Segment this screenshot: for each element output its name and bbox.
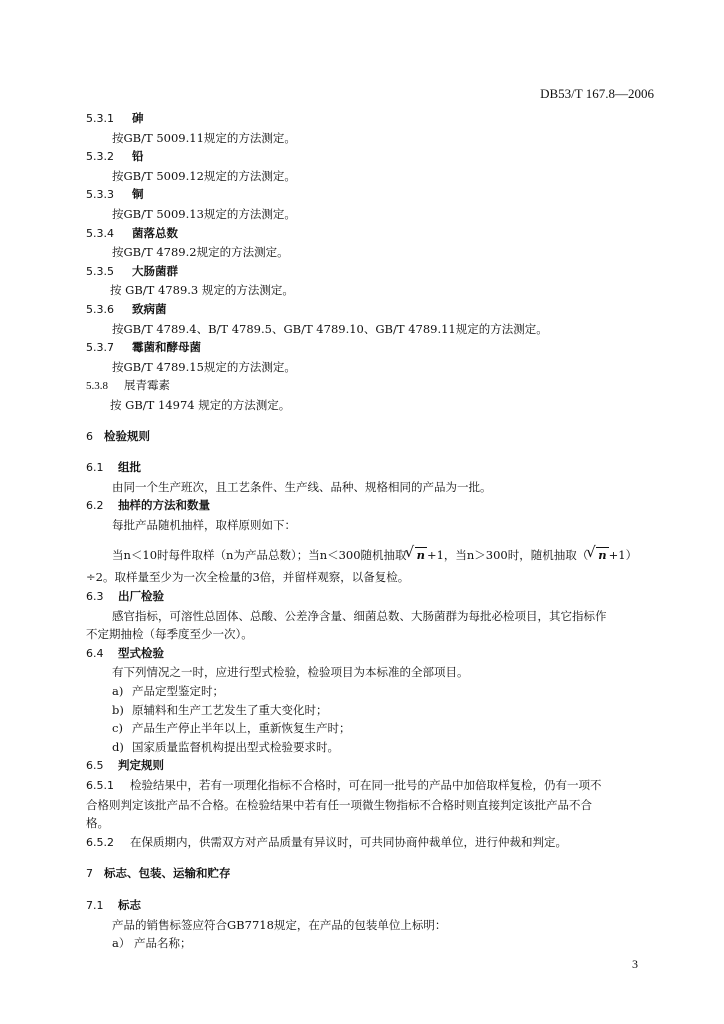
page-number: 3 xyxy=(632,957,638,971)
clause-5-3-1-text: 按GB/T 5009.11规定的方法测定。 xyxy=(112,130,296,145)
sqrt-n-symbol: √ n xyxy=(588,544,608,566)
sampling-formula: 当n＜10时每件取样（n为产品总数）；当n＜300随机抽取√ n +1，当n＞300时，随机抽取（√ n +1） xyxy=(86,544,672,566)
clause-5-3-1-heading: 5.3.1 砷 xyxy=(86,111,144,125)
clause-5-3-6-heading: 5.3.6 致病菌 xyxy=(86,301,167,316)
standard-number: DB53/T 167.8—2006 xyxy=(540,86,654,101)
clause-5-3-3-text: 按GB/T 5009.13规定的方法测定。 xyxy=(112,206,296,221)
clause-5-3-5-heading: 5.3.5 大肠菌群 xyxy=(86,263,178,278)
section-6-heading: 6 检验规则 xyxy=(86,428,150,443)
clause-6-2-intro: 每批产品随机抽样，取样原则如下： xyxy=(112,517,296,532)
clause-5-3-7-text: 按GB/T 4789.15规定的方法测定。 xyxy=(112,359,296,374)
clause-5-3-2-text: 按GB/T 5009.12规定的方法测定。 xyxy=(112,168,296,183)
clause-5-3-8-text: 按 GB/T 14974 规定的方法测定。 xyxy=(110,397,291,412)
clause-6-2-continuation: ÷2。取样量至少为一次全检量的3倍，并留样观察，以备复检。 xyxy=(86,570,410,585)
clause-7-1-text: 产品的销售标签应符合GB7718规定，在产品的包装单位上标明： xyxy=(112,917,447,932)
clause-5-3-8-heading: 5.3.8 展青霉素 xyxy=(86,378,170,393)
list-item: d) 国家质量监督机构提出型式检验要求时。 xyxy=(112,739,339,754)
document-body xyxy=(86,109,672,953)
list-item: a) 产品定型鉴定时； xyxy=(112,684,224,699)
clause-6-5-1-line2: 合格则判定该批产品不合格。在检验结果中若有任一项微生物指标不合格时则直接判定该批产品不合 xyxy=(86,797,592,812)
clause-6-3-text-line1: 感官指标，可溶性总固体、总酸、公差净含量、细菌总数、大肠菌群为每批必检项目，其它指标作 xyxy=(112,608,607,623)
clause-5-3-4-heading: 5.3.4 菌落总数 xyxy=(86,225,178,240)
clause-6-3-text-line2: 不定期抽检（每季度至少一次）。 xyxy=(86,627,253,642)
clause-6-1-heading: 6.1 组批 xyxy=(86,460,141,475)
clause-6-2-heading: 6.2 抽样的方法和数量 xyxy=(86,498,210,513)
clause-6-5-1-line3: 格。 xyxy=(86,816,109,831)
clause-6-4-intro: 有下列情况之一时，应进行型式检验，检验项目为本标准的全部项目。 xyxy=(112,665,469,680)
clause-5-3-2-heading: 5.3.2 铅 xyxy=(86,149,144,164)
list-item: a） 产品名称； xyxy=(112,936,192,951)
clause-6-3-heading: 6.3 出厂检验 xyxy=(86,589,164,604)
section-7-heading: 7 标志、包装、运输和贮存 xyxy=(86,866,231,881)
clause-6-1-text: 由同一个生产班次，且工艺条件、生产线、品种、规格相同的产品为一批。 xyxy=(112,479,492,494)
clause-6-4-heading: 6.4 型式检验 xyxy=(86,645,164,660)
clause-5-3-3-heading: 5.3.3 铜 xyxy=(86,187,144,202)
clause-6-5-1-line1: 6.5.1 检验结果中，若有一项理化指标不合格时，可在同一批号的产品中加倍取样复检，仍有一项不 xyxy=(86,778,602,792)
clause-5-3-4-text: 按GB/T 4789.2规定的方法测定。 xyxy=(112,245,289,260)
sqrt-n-symbol: √ n xyxy=(407,544,427,566)
list-item: b) 原辅料和生产工艺发生了重大变化时； xyxy=(112,702,328,717)
clause-5-3-5-text: 按 GB/T 4789.3 规定的方法测定。 xyxy=(110,283,294,298)
clause-7-1-heading: 7.1 标志 xyxy=(86,897,141,912)
clause-5-3-6-text: 按GB/T 4789.4、B/T 4789.5、GB/T 4789.10、GB/T 4789.11规定的方法测定。 xyxy=(112,321,548,336)
clause-5-3-7-heading: 5.3.7 霉菌和酵母菌 xyxy=(86,340,201,355)
clause-6-5-heading: 6.5 判定规则 xyxy=(86,758,164,773)
list-item: c) 产品生产停止半年以上，重新恢复生产时； xyxy=(112,721,351,736)
clause-6-5-2: 6.5.2 在保质期内，供需双方对产品质量有异议时，可共同协商仲裁单位，进行仲裁和判定。 xyxy=(86,834,567,849)
